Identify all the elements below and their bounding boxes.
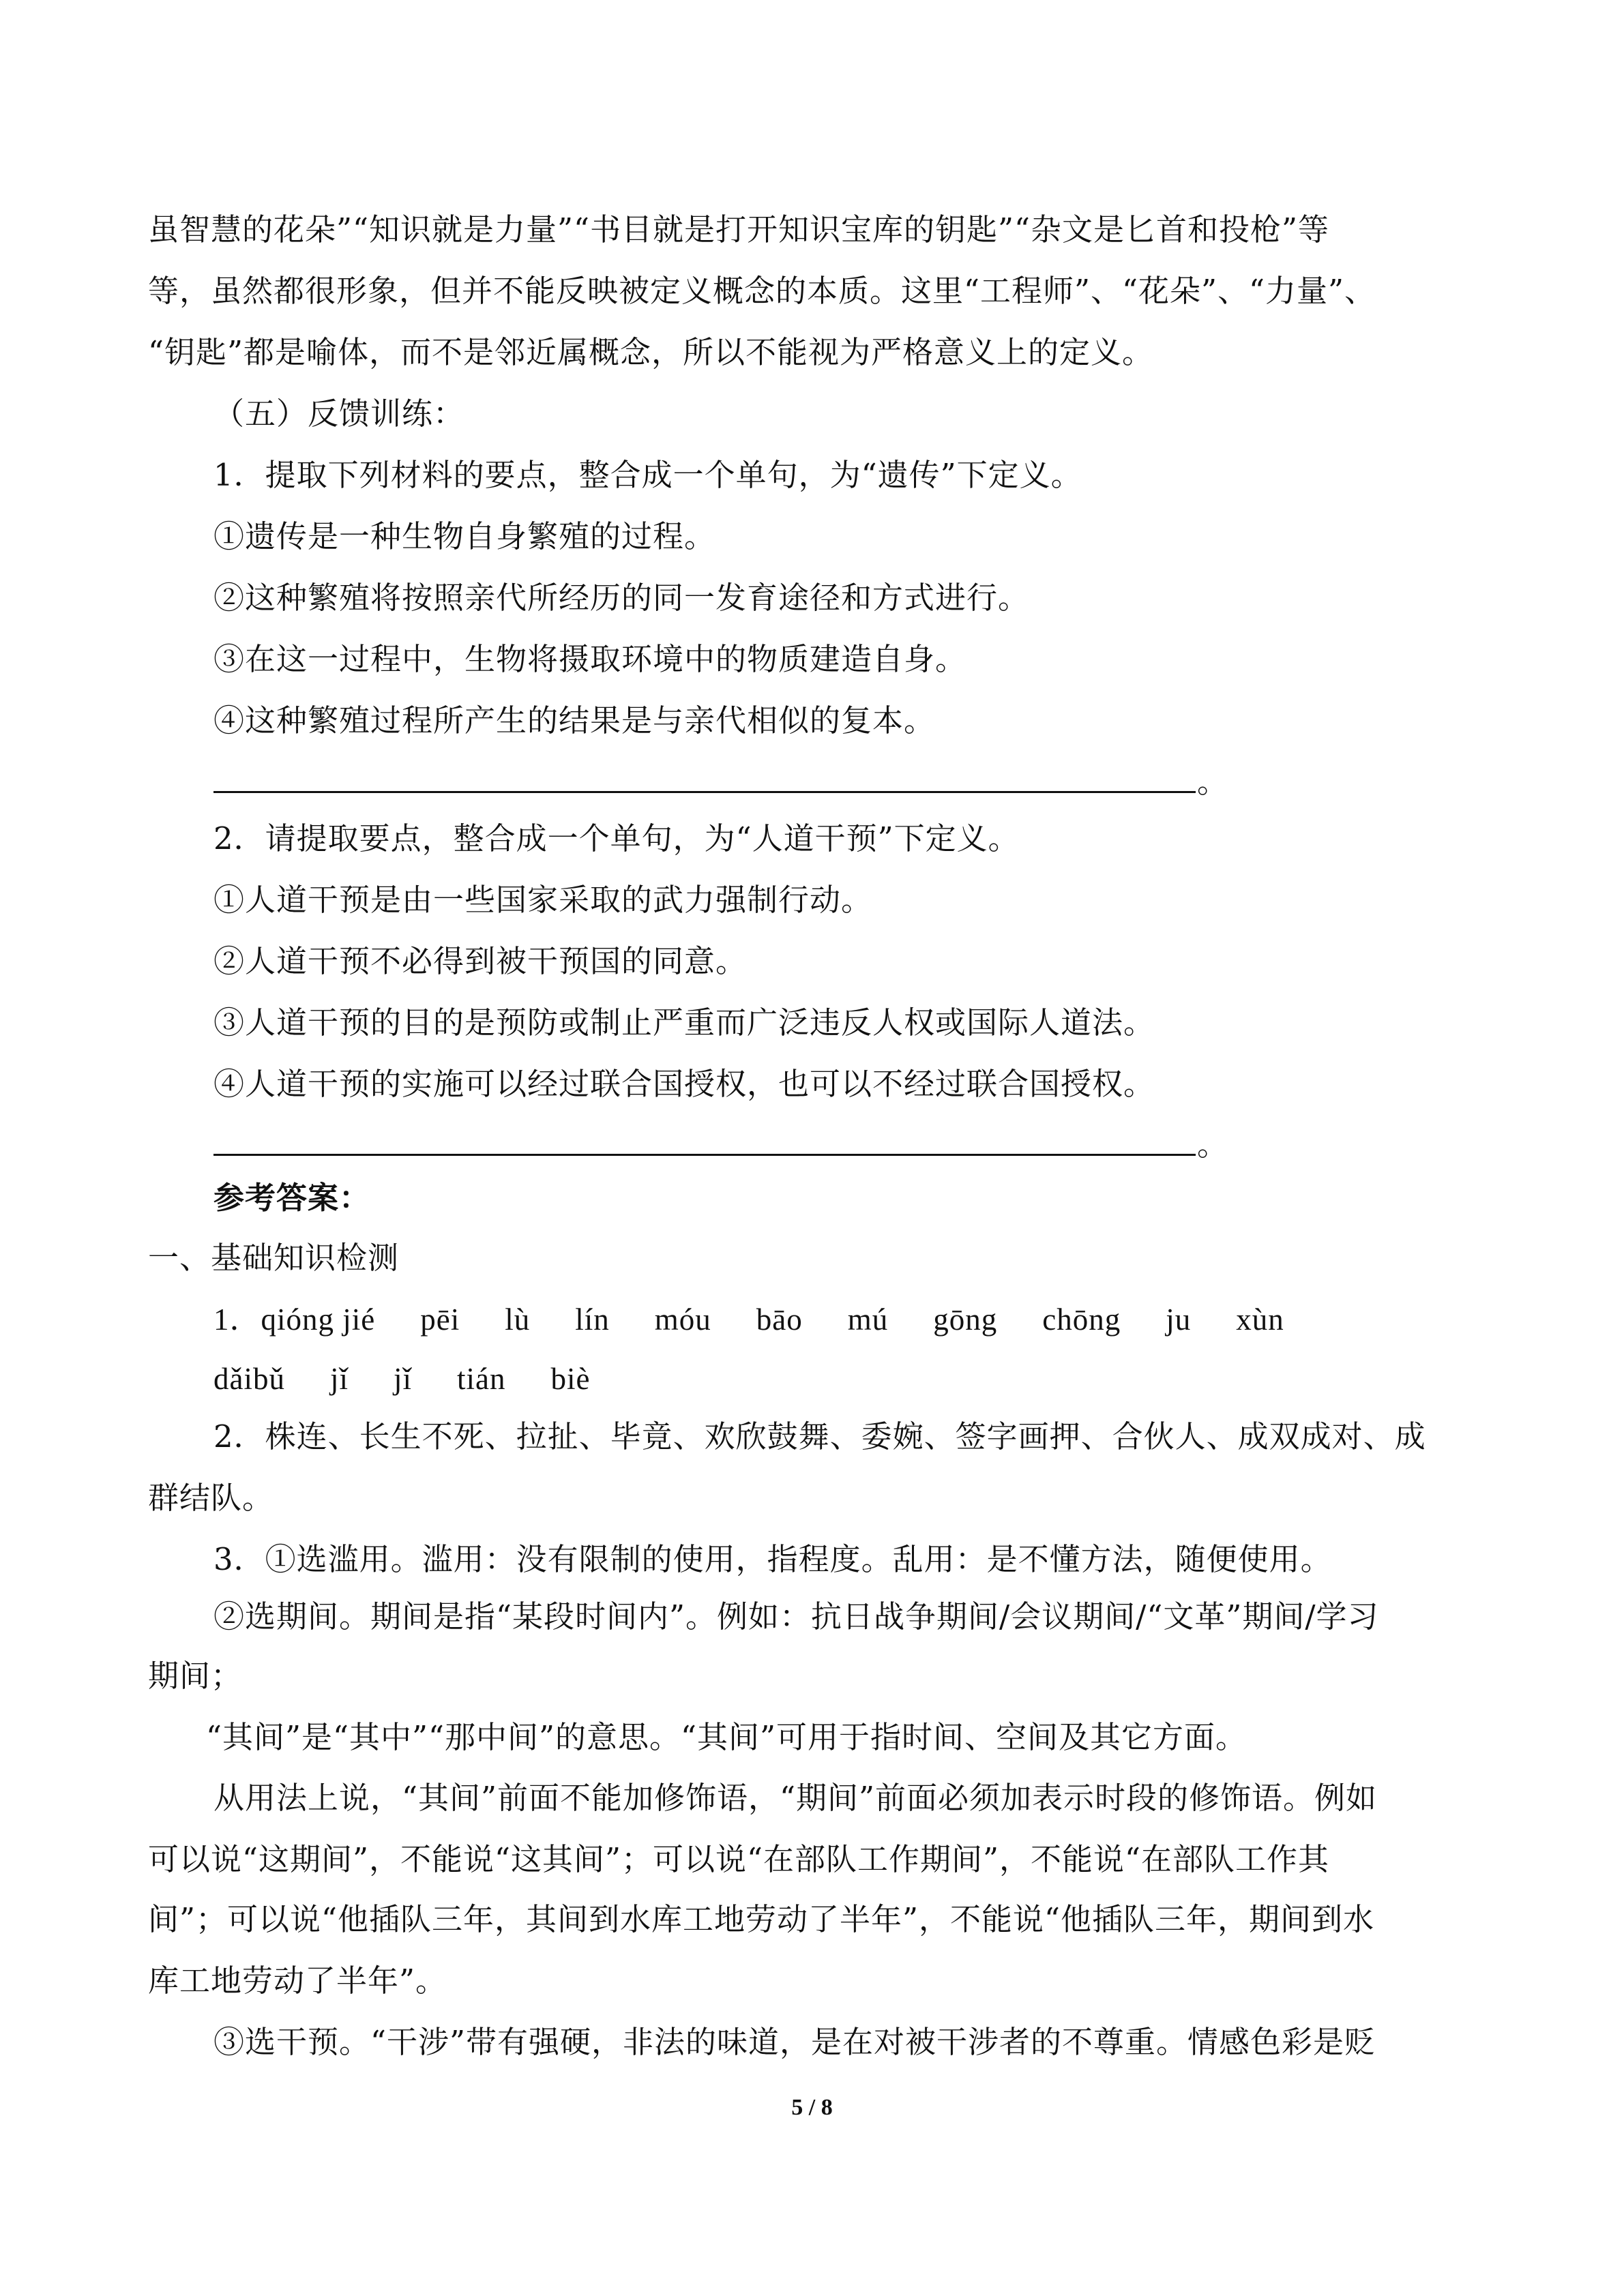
- pinyin-item: pēi: [420, 1302, 460, 1337]
- question-2: 2．请提取要点，整合成一个单句，为“人道干预”下定义。: [213, 820, 1020, 856]
- answer-line: 期间；: [148, 1658, 243, 1694]
- answer-heading: 参考答案：: [213, 1180, 371, 1216]
- material-item: ③人道干预的目的是预防或制止严重而广泛违反人权或国际人道法。: [213, 1004, 1155, 1041]
- pinyin-item: chōng: [1042, 1302, 1121, 1337]
- material-item: ④人道干预的实施可以经过联合国授权，也可以不经过联合国授权。: [213, 1066, 1155, 1102]
- pinyin-item: gōng: [933, 1302, 998, 1337]
- pinyin-item: móu: [654, 1302, 711, 1337]
- answer-blank-2[interactable]: [213, 1154, 1196, 1156]
- answer-blank-1[interactable]: [213, 791, 1196, 793]
- material-item: ②这种繁殖将按照亲代所经历的同一发育途径和方式进行。: [213, 580, 1030, 616]
- section-one-title: 一、基础知识检测: [148, 1240, 400, 1276]
- blank-period: 。: [1197, 1127, 1228, 1163]
- answer-line: ③选干预。“干涉”带有强硬，非法的味道，是在对被干涉者的不尊重。情感色彩是贬: [213, 2024, 1376, 2060]
- section-heading: （五）反馈训练：: [213, 396, 465, 432]
- pinyin-row: [213, 1299, 1329, 1340]
- material-item: ③在这一过程中，生物将摄取环境中的物质建造自身。: [213, 641, 967, 677]
- question-1: 1．提取下列材料的要点，整合成一个单句，为“遗传”下定义。: [213, 457, 1082, 493]
- paragraph-line: 虽智慧的花朵”“知识就是力量”“书目就是打开知识宝库的钥匙”“杂文是匕首和投枪”等: [148, 211, 1330, 248]
- pinyin-item: 1．qióng jié: [213, 1302, 376, 1337]
- material-item: ①遗传是一种生物自身繁殖的过程。: [213, 518, 716, 554]
- pinyin-item: xùn: [1236, 1302, 1284, 1337]
- material-item: ④这种繁殖过程所产生的结果是与亲代相似的复本。: [213, 702, 936, 739]
- answer-line: “其间”是“其中”“那中间”的意思。“其间”可用于指时间、空间及其它方面。: [206, 1719, 1247, 1755]
- pinyin-item: jǐ: [329, 1362, 349, 1396]
- answer-line: 2．株连、长生不死、拉扯、毕竟、欢欣鼓舞、委婉、签字画押、合伙人、成双成对、成: [213, 1418, 1426, 1455]
- paragraph-line: “钥匙”都是喻体，而不是邻近属概念，所以不能视为严格意义上的定义。: [148, 334, 1154, 370]
- pinyin-row: [213, 1358, 635, 1399]
- pinyin-item: ju: [1166, 1302, 1192, 1337]
- pinyin-item: jǐ: [394, 1362, 413, 1396]
- answer-line: 从用法上说，“其间”前面不能加修饰语，“期间”前面必须加表示时段的修饰语。例如: [213, 1780, 1378, 1816]
- pinyin-item: dǎibǔ: [213, 1362, 285, 1396]
- pinyin-item: lín: [575, 1302, 610, 1337]
- answer-line: 库工地劳动了半年”。: [148, 1963, 447, 1999]
- answer-line: 间”；可以说“他插队三年，其间到水库工地劳动了半年”，不能说“他插队三年，期间到水: [148, 1901, 1375, 1937]
- material-item: ①人道干预是由一些国家采取的武力强制行动。: [213, 882, 873, 918]
- answer-line: ②选期间。期间是指“某段时间内”。例如：抗日战争期间/会议期间/“文革”期间/学习: [213, 1598, 1379, 1635]
- pinyin-item: bāo: [756, 1302, 803, 1337]
- pinyin-item: biè: [550, 1362, 591, 1396]
- answer-line: 群结队。: [148, 1480, 274, 1516]
- blank-period: 。: [1197, 764, 1228, 800]
- pinyin-item: mú: [847, 1302, 889, 1337]
- answer-line: 3．①选滥用。滥用：没有限制的使用，指程度。乱用：是不懂方法，随便使用。: [213, 1541, 1332, 1577]
- pinyin-item: lù: [505, 1302, 531, 1337]
- pinyin-item: tián: [457, 1362, 506, 1396]
- paragraph-line: 等，虽然都很形象，但并不能反映被定义概念的本质。这里“工程师”、“花朵”、“力量”、: [148, 273, 1376, 309]
- page-number: 5 / 8: [791, 2095, 833, 2120]
- material-item: ②人道干预不必得到被干预国的同意。: [213, 943, 748, 979]
- answer-line: 可以说“这期间”，不能说“这其间”；可以说“在部队工作期间”，不能说“在部队工作其: [148, 1841, 1330, 1877]
